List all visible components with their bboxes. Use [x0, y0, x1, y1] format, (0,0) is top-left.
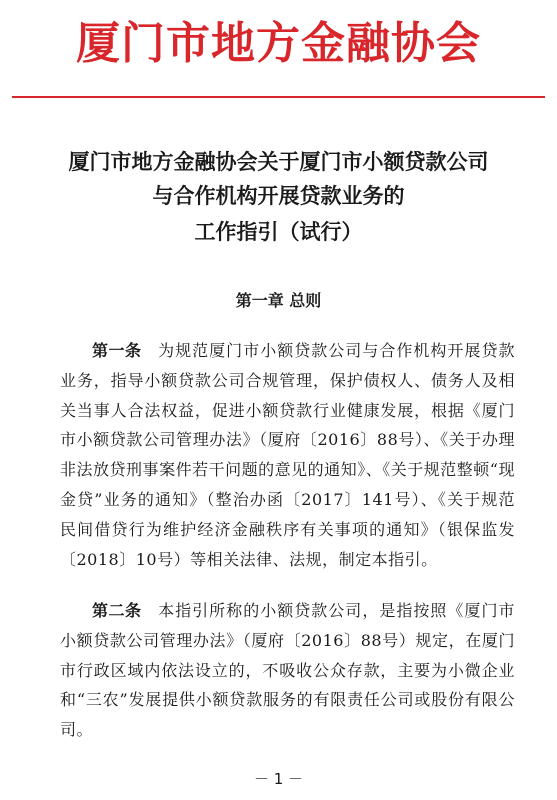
org-letterhead: 厦门市地方金融协会 [76, 18, 481, 69]
letterhead-divider [12, 96, 545, 98]
page-number: － 1 － [253, 770, 304, 788]
article-2 [60, 596, 515, 745]
document-title-line-2: 与合作机构开展贷款业务的 [152, 183, 405, 208]
article-1-text: 为规范厦门市小额贷款公司与合作机构开展贷款业务，指导小额贷款公司合规管理，保护债权人、债务人及相关当事人合法权益，促进小额贷款行业健康发展，根据《厦门市小额贷款公司管理办法》（厦府〔2016〕88号）、《关于办理非法放贷刑事案件若干问题的意见的通知》、《关于规范整顿“现金贷”业务的通知》（整治办函〔2017〕141号）、《关于规范民间借贷行为维护经济金融秩序有关事项的通知》（银保监发〔2018〕10号）等相关法律、法规，制定本指引。 [60, 341, 515, 569]
document-title-line-3: 工作指引（试行） [194, 219, 363, 244]
article-1 [60, 336, 515, 574]
article-2-label: 第二条 [92, 601, 142, 620]
article-2-text: 本指引所称的小额贷款公司，是指按照《厦门市小额贷款公司管理办法》（厦府〔2016〕88号）规定，在厦门市行政区域内依法设立的，不吸收公众存款，主要为小微企业和“三农”发展提供小额贷款服务的有限责任公司或股份有限公司。 [60, 601, 515, 740]
article-1-label: 第一条 [92, 341, 142, 360]
chapter-heading: 第一章 总则 [235, 291, 322, 310]
document-title-line-1: 厦门市地方金融协会关于厦门市小额贷款公司 [68, 149, 489, 174]
